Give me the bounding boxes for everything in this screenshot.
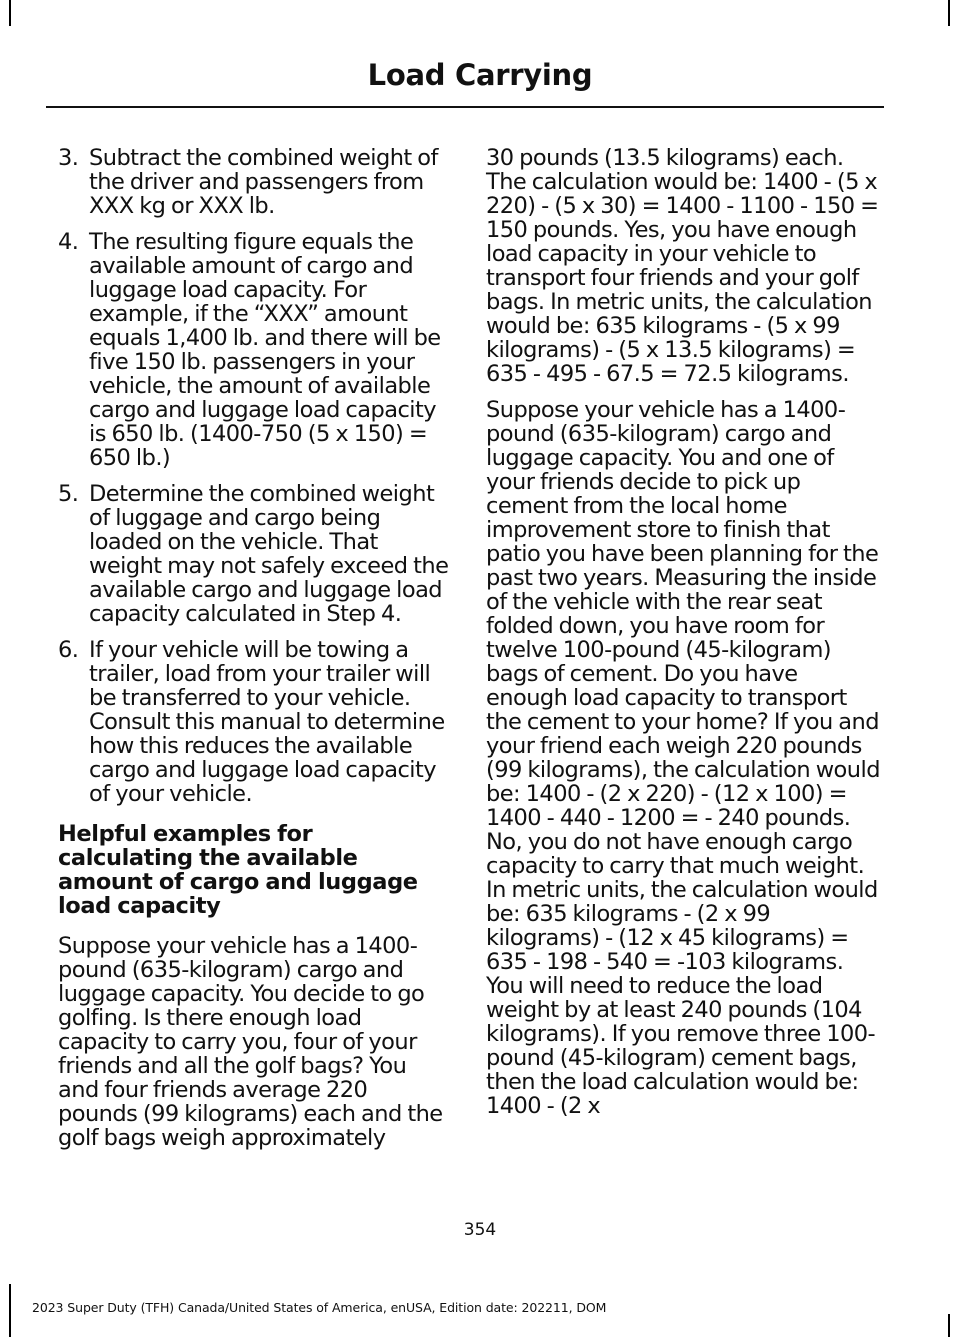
step-text: Determine the combined weight of luggage and cargo being loaded on the vehicle. That weight may not safely exceed the available cargo and luggage load capacity calculated in Step 4. [89, 481, 449, 627]
example-paragraph-cement: Suppose your vehicle has a 1400-pound (635-kilogram) cargo and luggage capacity. You and one of your friends decide to pick up cement from the local home improvement store to finish that patio you have been planning for the past two years. Measuring the inside of the vehicle with the rear seat folded down, you have room for twelve 100-pound (45-kilogram) bags of cement. Do you have enough load capacity to transport the cement to your home? If you and your friend each weigh 220 pounds (99 kilograms), the calculation would be: 1400 - (2 x 220) - (12 x 100) = 1400 - 440 - 1200 = - 240 pounds. No, you do not have enough cargo capacity to carry that much weight. In metric units, the calculation would be: 635 kilograms - (2 x 99 kilograms) - (12 x 45 kilograms) = 635 - 198 - 540 = -103 kilograms. You will need to reduce the load weight by at least 240 pounds (104 kilograms). If you remove three 100-pound (45-kilogram) cement bags, then the load calculation would be: 1400 - (2 x [486, 397, 880, 1119]
step-text: Subtract the combined weight of the driver and passengers from XXX kg or XXX lb. [89, 145, 438, 219]
step-number: 6. [58, 637, 79, 663]
example-paragraph-golf-end: 30 pounds (13.5 kilograms) each. The calculation would be: 1400 - (5 x 220) - (5 x 30) = 1400 - 1100 - 150 = 150 pounds. Yes, you have enough load capacity in your vehicle to transport four friends and your golf bags. In metric units, the calculation would be: 635 kilograms - (5 x 99 kilograms) - (5 x 13.5 kilograms) = 635 - 495 - 67.5 = 72.5 kilograms. [486, 145, 879, 387]
crop-mark-top-right [948, 0, 950, 26]
crop-mark-bottom-right [948, 1314, 950, 1337]
page-title: Load Carrying [367, 58, 593, 92]
example-paragraph-golf-start: Suppose your vehicle has a 1400-pound (635-kilogram) cargo and luggage capacity. You decide to go golfing. Is there enough load capacity to carry you, four of your friends and all the golf bags? You and four friends average 220 pounds (99 kilograms) each and the golf bags weigh approximately [58, 933, 443, 1151]
right-column [486, 146, 882, 1130]
footer-edition: 2023 Super Duty (TFH) Canada/United States of America, enUSA, Edition date: 202211, DOM [32, 1300, 607, 1315]
step-number: 5. [58, 481, 79, 507]
page-number: 354 [463, 1220, 497, 1240]
section-heading: Helpful examples for calculating the available amount of cargo and luggage load capacity [58, 821, 418, 919]
crop-mark-bottom-left [9, 1284, 11, 1337]
step-text: If your vehicle will be towing a trailer, load from your trailer will be transferred to your vehicle. Consult this manual to determine how this reduces the available cargo and luggage load capacity of your vehicle. [89, 637, 445, 807]
step-number: 3. [58, 145, 79, 171]
list-item [58, 230, 450, 470]
list-item [58, 638, 450, 806]
crop-mark-top-left [9, 0, 11, 26]
steps-list [58, 146, 450, 806]
header-divider [46, 106, 884, 108]
list-item [58, 146, 450, 218]
step-number: 4. [58, 229, 79, 255]
left-column [58, 146, 450, 1162]
list-item [58, 482, 450, 626]
step-text: The resulting figure equals the available amount of cargo and luggage load capacity. For example, if the “XXX” amount equals 1,400 lb. and there will be five 150 lb. passengers in your vehicle, the amount of available cargo and luggage load capacity is 650 lb. (1400-750 (5 x 150) = 650 lb.) [89, 229, 441, 471]
